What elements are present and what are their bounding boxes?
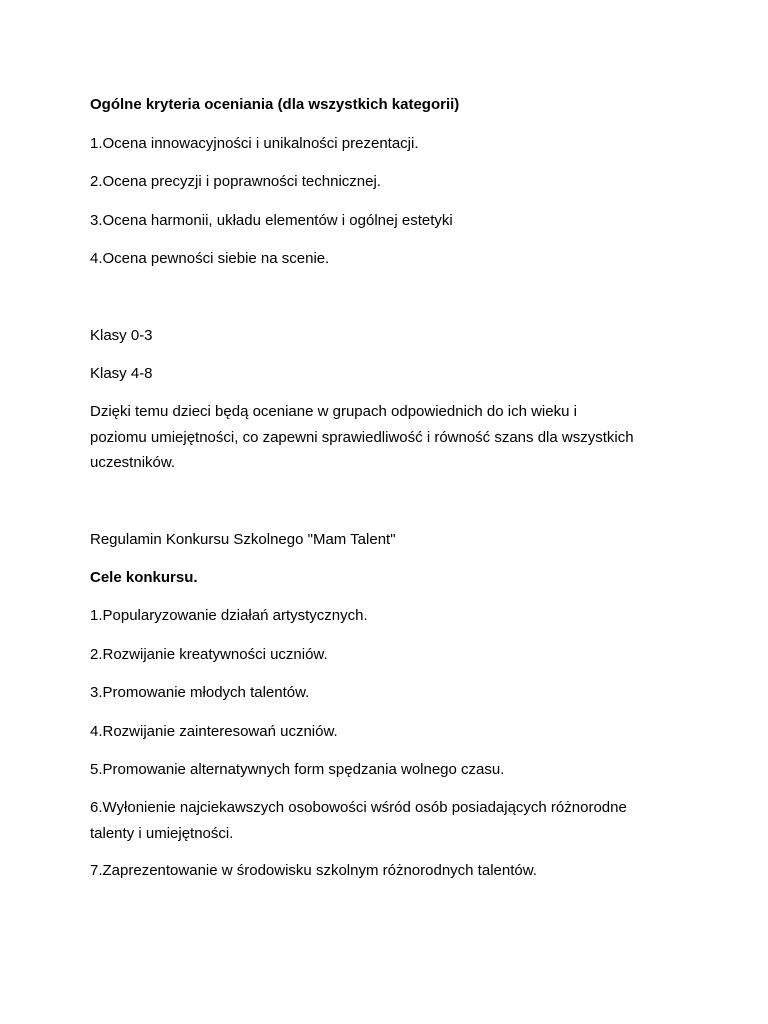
classes-note-line-3: uczestników. — [90, 454, 176, 471]
classes-note — [90, 399, 690, 476]
goal-item-6 — [90, 795, 690, 846]
criteria-heading: Ogólne kryteria oceniania (dla wszystkich kategorii) — [90, 96, 460, 113]
goal-item-3: 3.Promowanie młodych talentów. — [90, 684, 310, 701]
criteria-item-2: 2.Ocena precyzji i poprawności technicznej. — [90, 173, 381, 190]
criteria-item-4: 4.Ocena pewności siebie na scenie. — [90, 250, 330, 267]
classes-note-line-2: poziomu umiejętności, co zapewni sprawiedliwość i równość szans dla wszystkich — [90, 428, 634, 446]
goals-heading: Cele konkursu. — [90, 569, 198, 586]
goal-item-1: 1.Popularyzowanie działań artystycznych. — [90, 607, 368, 624]
goal-item-7: 7.Zaprezentowanie w środowisku szkolnym różnorodnych talentów. — [90, 862, 537, 879]
regulation-title: Regulamin Konkursu Szkolnego "Mam Talent" — [90, 531, 396, 548]
classes-item-2: Klasy 4-8 — [90, 365, 153, 382]
goal-item-2: 2.Rozwijanie kreatywności uczniów. — [90, 646, 328, 663]
criteria-item-1: 1.Ocena innowacyjności i unikalności prezentacji. — [90, 135, 419, 152]
classes-item-1: Klasy 0-3 — [90, 327, 153, 344]
goal-item-4: 4.Rozwijanie zainteresowań uczniów. — [90, 723, 338, 740]
goal-item-6-line-2: talenty i umiejętności. — [90, 824, 234, 842]
criteria-item-3: 3.Ocena harmonii, układu elementów i ogólnej estetyki — [90, 212, 453, 229]
classes-note-line-1: Dzięki temu dzieci będą oceniane w grupach odpowiednich do ich wieku i — [90, 403, 577, 420]
goal-item-6-line-1: 6.Wyłonienie najciekawszych osobowości wśród osób posiadających różnorodne — [90, 799, 627, 816]
goal-item-5: 5.Promowanie alternatywnych form spędzania wolnego czasu. — [90, 761, 505, 778]
